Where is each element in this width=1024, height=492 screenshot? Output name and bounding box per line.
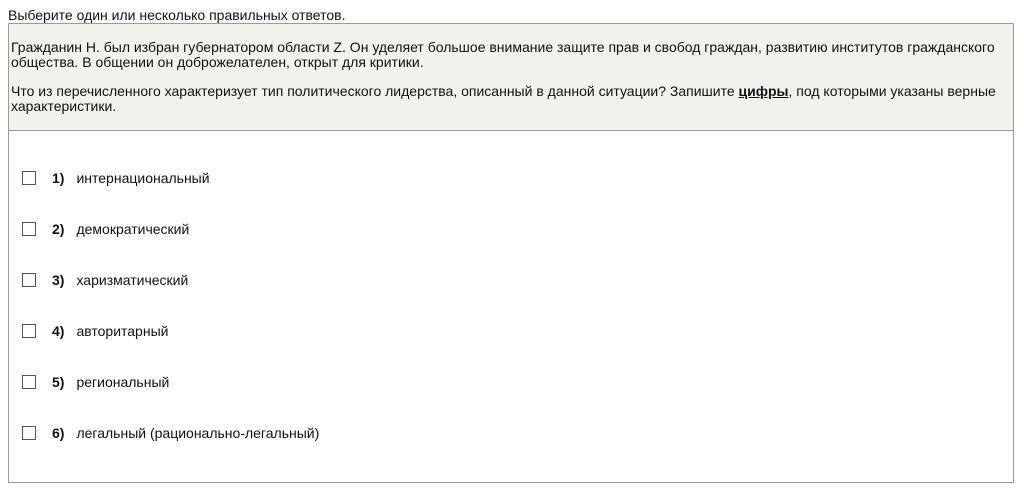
answer-number: 2) <box>52 221 65 237</box>
answer-option-1[interactable] <box>22 169 210 187</box>
answer-option-4[interactable] <box>22 322 168 340</box>
question-panel <box>9 24 1013 131</box>
answer-checkbox[interactable] <box>22 273 36 287</box>
answer-checkbox[interactable] <box>22 171 36 185</box>
answer-label: харизматический <box>76 272 189 288</box>
question-paragraph-2 <box>11 84 1011 114</box>
question-text-part: Что из перечисленного характеризует тип политического лидерства, описанный в данной ситуации? Запишите <box>11 83 739 99</box>
answer-label: интернациональный <box>76 170 210 186</box>
answer-label: региональный <box>76 374 170 390</box>
answer-checkbox[interactable] <box>22 324 36 338</box>
answer-checkbox[interactable] <box>22 222 36 236</box>
question-paragraph-1: Гражданин Н. был избран губернатором области Z. Он уделяет большое внимание защите прав и свобод граждан, развитию институтов гражданского общества. В общении он доброжелателен, открыт для критики. <box>11 39 995 70</box>
answer-option-6[interactable] <box>22 424 319 442</box>
answer-option-3[interactable] <box>22 271 188 289</box>
answer-label: демократический <box>76 221 190 237</box>
answer-label: легальный (рационально-легальный) <box>76 425 320 441</box>
answer-number: 6) <box>52 425 65 441</box>
question-text-part: , под которыми указаны верные характеристики. <box>11 83 996 114</box>
answer-checkbox[interactable] <box>22 426 36 440</box>
answer-option-2[interactable] <box>22 220 189 238</box>
answer-number: 3) <box>52 272 65 288</box>
answer-number: 1) <box>52 170 65 186</box>
answer-number: 5) <box>52 374 65 390</box>
answer-number: 4) <box>52 323 65 339</box>
task-box <box>8 23 1014 483</box>
instruction-text: Выберите один или несколько правильных ответов. <box>8 7 346 23</box>
answer-label: авторитарный <box>76 323 169 339</box>
emphasized-word: цифры <box>738 83 789 99</box>
answer-option-5[interactable] <box>22 373 169 391</box>
answer-checkbox[interactable] <box>22 375 36 389</box>
